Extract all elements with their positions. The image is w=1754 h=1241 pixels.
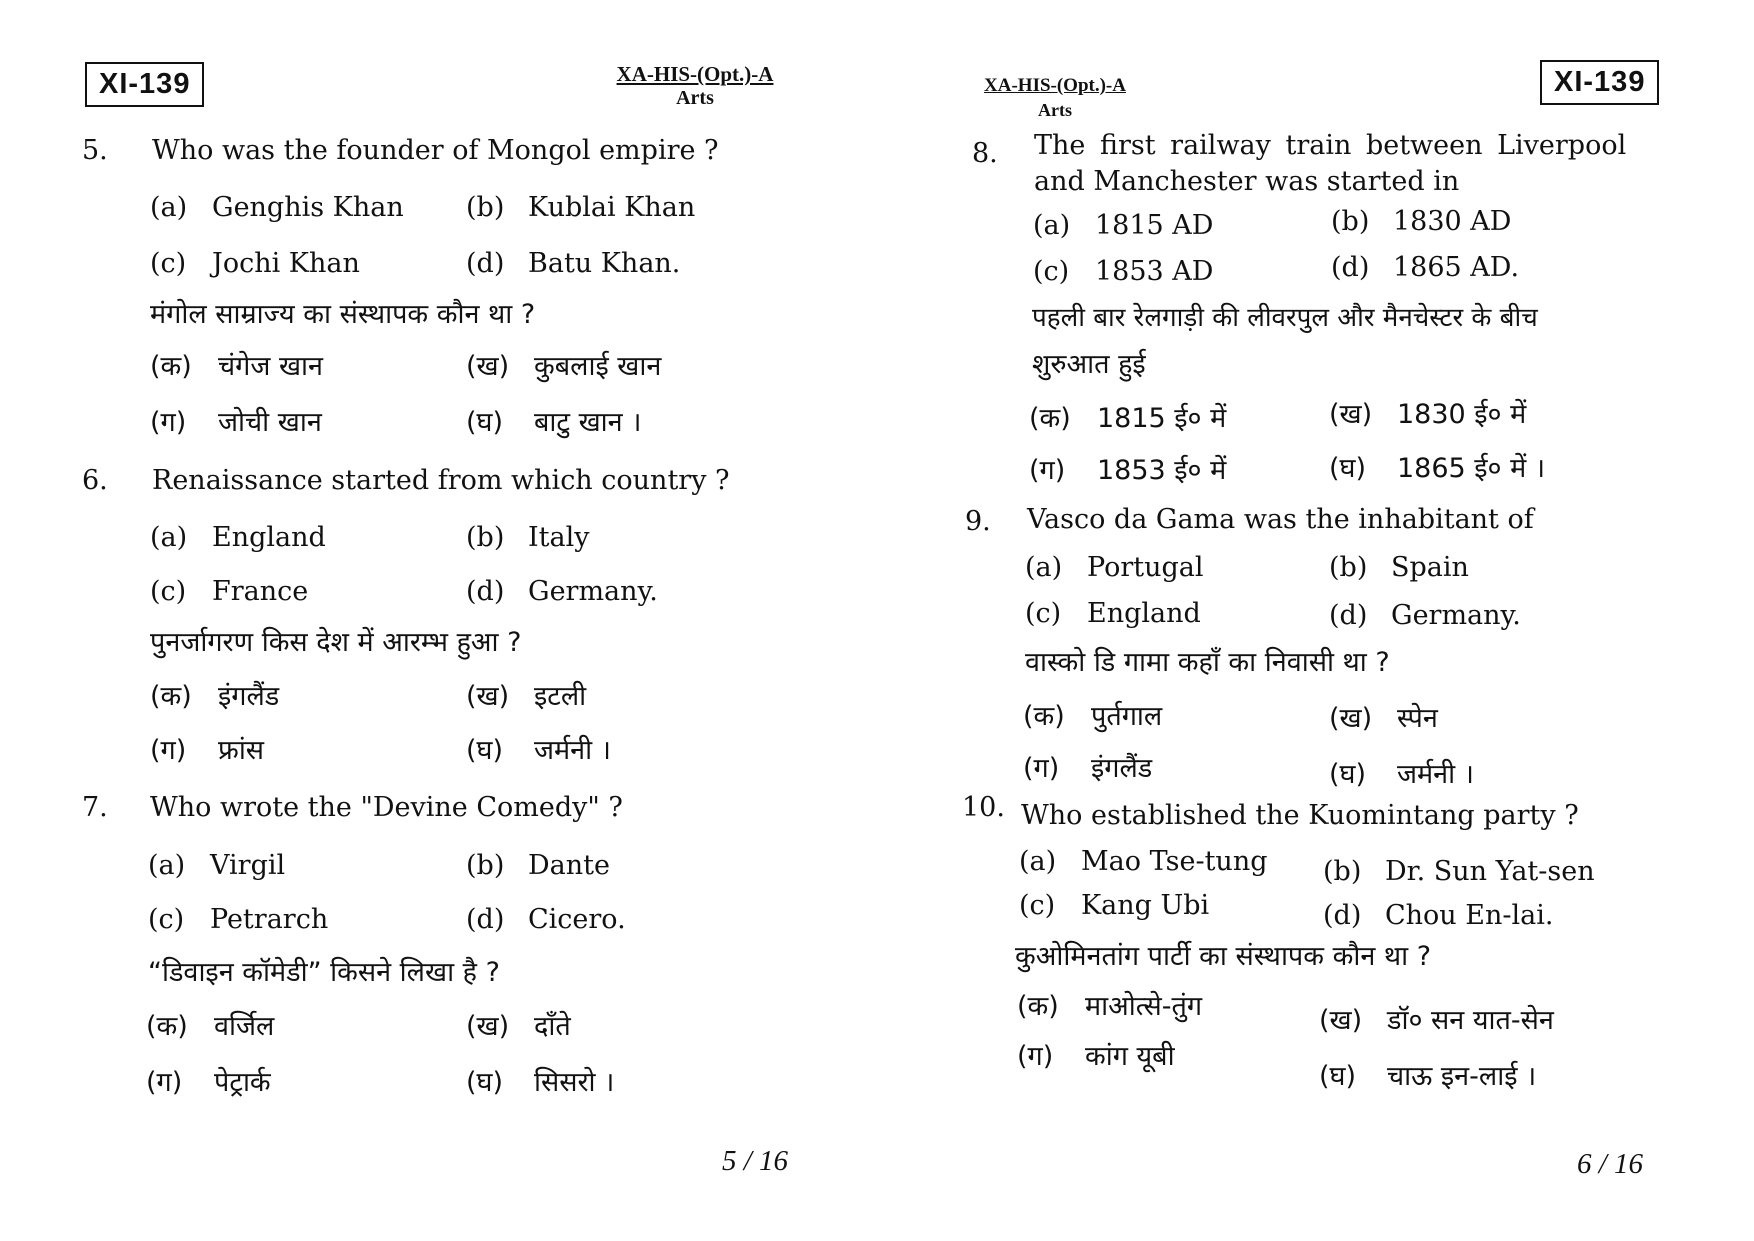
option-label: (c) — [150, 576, 187, 607]
option-d — [1331, 252, 1519, 283]
hindi-option-b — [466, 676, 586, 713]
header-subject-code: XA-HIS-(Opt.)-A — [984, 75, 1126, 96]
option-text: 1815 ई० में — [1097, 403, 1227, 434]
option-label: (d) — [466, 248, 505, 279]
option-label: (घ) — [466, 407, 504, 438]
option-d — [466, 904, 626, 935]
option-text: जोची खान — [218, 407, 322, 438]
option-label: (ख) — [1329, 399, 1373, 430]
option-text: दाँते — [534, 1011, 571, 1042]
hindi-option-c — [1029, 450, 1226, 487]
option-c — [1025, 598, 1201, 629]
option-text: Kang Ubi — [1081, 890, 1210, 921]
option-label: (c) — [150, 248, 187, 279]
option-text: पुर्तगाल — [1091, 701, 1163, 732]
option-text: Petrarch — [210, 904, 329, 935]
paper-header — [975, 74, 1135, 122]
option-label: (ग) — [150, 735, 187, 766]
option-text: Italy — [528, 522, 590, 553]
option-label: (a) — [148, 850, 186, 881]
option-label: (ख) — [466, 351, 510, 382]
option-text: 1853 ई० में — [1097, 455, 1227, 486]
paper-header — [595, 62, 795, 110]
question-text-line-1: The first railway train between Liverpool — [1034, 130, 1627, 161]
hindi-question-text: “डिवाइन कॉमेडी” किसने लिखा है ? — [148, 957, 500, 988]
option-label: (ग) — [146, 1067, 183, 1098]
option-c — [148, 904, 328, 935]
option-text: इंगलैंड — [218, 681, 280, 712]
hindi-question-text: वास्को डि गामा कहाँ का निवासी था ? — [1025, 647, 1390, 678]
hindi-option-a — [150, 346, 323, 383]
question-text: Who wrote the "Devine Comedy" ? — [150, 792, 623, 823]
option-label: (c) — [1019, 890, 1056, 921]
option-text: Kublai Khan — [528, 192, 696, 223]
option-d — [466, 248, 680, 279]
option-text: 1815 AD — [1095, 210, 1214, 241]
option-text: Spain — [1391, 552, 1469, 583]
hindi-option-b — [1329, 698, 1438, 735]
option-label: (d) — [1331, 252, 1370, 283]
option-d — [1323, 900, 1553, 931]
option-a — [1033, 210, 1213, 241]
page-number: 5 / 16 — [722, 1145, 789, 1177]
option-text: England — [212, 522, 326, 553]
option-text: 1865 ई० में । — [1397, 453, 1546, 484]
hindi-option-a — [1023, 696, 1162, 733]
option-label: (ग) — [1017, 1041, 1054, 1072]
option-label: (a) — [150, 192, 188, 223]
option-label: (d) — [1329, 600, 1368, 631]
option-text: Genghis Khan — [212, 192, 404, 223]
option-label: (ग) — [1029, 455, 1066, 486]
option-c — [1019, 890, 1209, 921]
hindi-option-c — [1023, 748, 1152, 785]
option-text: Germany. — [1391, 600, 1521, 631]
hindi-option-b — [1329, 394, 1526, 431]
question-number: 10. — [962, 792, 1005, 823]
option-label: (a) — [1025, 552, 1063, 583]
option-text: Dr. Sun Yat-sen — [1385, 856, 1595, 887]
option-text: कांग यूबी — [1085, 1041, 1175, 1072]
hindi-option-d — [1319, 1056, 1536, 1093]
option-text: 1853 AD — [1095, 256, 1214, 287]
option-d — [1329, 600, 1521, 631]
header-stream: Arts — [676, 87, 714, 109]
option-text: बाटु खान । — [534, 407, 642, 438]
option-text: इंगलैंड — [1091, 753, 1153, 784]
question-text: Who was the founder of Mongol empire ? — [152, 135, 719, 166]
option-text: माओत्से-तुंग — [1085, 991, 1203, 1022]
option-label: (क) — [150, 351, 192, 382]
option-label: (ग) — [150, 407, 187, 438]
option-text: स्पेन — [1397, 703, 1438, 734]
hindi-option-b — [466, 346, 661, 383]
option-text: चाऊ इन-लाई । — [1387, 1061, 1537, 1092]
hindi-question-text-line-1: पहली बार रेलगाड़ी की लीवरपुल और मैनचेस्टर के बीच — [1032, 303, 1538, 333]
option-label: (ख) — [466, 1011, 510, 1042]
option-a — [1025, 552, 1204, 583]
question-text: Who established the Kuomintang party ? — [1021, 800, 1579, 831]
option-label: (घ) — [1319, 1061, 1357, 1092]
option-text: Batu Khan. — [528, 248, 681, 279]
option-label: (ख) — [1319, 1005, 1363, 1036]
question-number: 9. — [965, 506, 991, 537]
option-label: (घ) — [1329, 759, 1367, 790]
hindi-option-c — [150, 730, 264, 767]
option-a — [150, 192, 404, 223]
paper-code-box: XI-139 — [85, 62, 204, 107]
hindi-option-c — [1017, 1036, 1175, 1073]
question-text: Vasco da Gama was the inhabitant of — [1027, 504, 1534, 535]
option-text: Chou En-lai. — [1385, 900, 1554, 931]
option-label: (घ) — [1329, 453, 1367, 484]
option-d — [466, 576, 658, 607]
option-label: (घ) — [466, 1067, 504, 1098]
option-b — [1323, 856, 1595, 887]
question-number: 6. — [82, 465, 108, 496]
option-c — [150, 248, 360, 279]
option-text: चंगेज खान — [218, 351, 324, 382]
option-b — [1329, 552, 1469, 583]
option-b — [466, 850, 610, 881]
right-page — [877, 0, 1754, 1241]
option-label: (b) — [1331, 206, 1370, 237]
option-label: (घ) — [466, 735, 504, 766]
option-text: पेट्रार्क — [214, 1067, 271, 1098]
hindi-question-text: पुनर्जागरण किस देश में आरम्भ हुआ ? — [150, 627, 522, 658]
hindi-option-a — [150, 676, 279, 713]
option-text: France — [212, 576, 309, 607]
option-label: (a) — [1019, 846, 1057, 877]
option-text: Virgil — [210, 850, 286, 881]
option-text: सिसरो । — [534, 1067, 615, 1098]
question-number: 8. — [972, 138, 998, 169]
option-label: (b) — [1329, 552, 1368, 583]
option-text: फ्रांस — [218, 735, 265, 766]
paper-code-box: XI-139 — [1540, 60, 1659, 105]
option-label: (b) — [466, 192, 505, 223]
hindi-question-text-line-2: शुरुआत हुई — [1032, 349, 1146, 380]
option-c — [1033, 256, 1213, 287]
option-text: डॉ० सन यात-सेन — [1387, 1005, 1554, 1036]
option-label: (c) — [1033, 256, 1070, 287]
hindi-question-text: कुओमिनतांग पार्टी का संस्थापक कौन था ? — [1015, 941, 1432, 972]
option-label: (क) — [1029, 403, 1071, 434]
hindi-option-d — [466, 1062, 614, 1099]
option-b — [466, 522, 590, 553]
option-label: (a) — [1033, 210, 1071, 241]
option-b — [466, 192, 695, 223]
hindi-option-d — [466, 730, 611, 767]
question-number: 7. — [82, 792, 108, 823]
option-a — [1019, 846, 1268, 877]
option-label: (क) — [1017, 991, 1059, 1022]
hindi-option-b — [466, 1006, 571, 1043]
option-b — [1331, 206, 1511, 237]
hindi-option-b — [1319, 1000, 1554, 1037]
option-label: (b) — [466, 850, 505, 881]
option-text: Cicero. — [528, 904, 626, 935]
option-text: कुबलाई खान — [534, 351, 662, 382]
question-text: Renaissance started from which country ? — [152, 465, 730, 496]
hindi-option-a — [1029, 398, 1226, 435]
option-text: 1830 ई० में — [1397, 399, 1527, 430]
option-label: (d) — [1323, 900, 1362, 931]
option-label: (d) — [466, 904, 505, 935]
option-text: Jochi Khan — [212, 248, 360, 279]
page-number: 6 / 16 — [1577, 1148, 1644, 1180]
option-text: जर्मनी । — [1397, 759, 1474, 790]
option-label: (ग) — [1023, 753, 1060, 784]
option-c — [150, 576, 308, 607]
option-label: (क) — [146, 1011, 188, 1042]
option-label: (b) — [466, 522, 505, 553]
option-text: Germany. — [528, 576, 658, 607]
hindi-option-c — [150, 402, 322, 439]
header-stream: Arts — [1038, 100, 1072, 120]
header-subject-code: XA-HIS-(Opt.)-A — [616, 62, 774, 86]
option-text: वर्जिल — [214, 1011, 275, 1042]
option-label: (ख) — [466, 681, 510, 712]
option-label: (c) — [1025, 598, 1062, 629]
option-label: (a) — [150, 522, 188, 553]
option-label: (b) — [1323, 856, 1362, 887]
option-text: Portugal — [1087, 552, 1204, 583]
option-text: Mao Tse-tung — [1081, 846, 1268, 877]
hindi-option-d — [1329, 754, 1474, 791]
option-a — [150, 522, 326, 553]
hindi-option-a — [146, 1006, 274, 1043]
option-label: (ख) — [1329, 703, 1373, 734]
option-text: England — [1087, 598, 1201, 629]
option-label: (क) — [150, 681, 192, 712]
hindi-option-a — [1017, 986, 1202, 1023]
option-text: Dante — [528, 850, 610, 881]
option-label: (क) — [1023, 701, 1065, 732]
option-label: (c) — [148, 904, 185, 935]
hindi-option-c — [146, 1062, 271, 1099]
option-text: 1830 AD — [1393, 206, 1512, 237]
option-text: 1865 AD. — [1393, 252, 1520, 283]
option-label: (d) — [466, 576, 505, 607]
question-text-line-2: and Manchester was started in — [1034, 166, 1460, 197]
question-number: 5. — [82, 135, 108, 166]
hindi-option-d — [466, 402, 641, 439]
hindi-question-text: मंगोल साम्राज्य का संस्थापक कौन था ? — [150, 299, 536, 330]
option-text: इटली — [534, 681, 587, 712]
option-a — [148, 850, 285, 881]
hindi-option-d — [1329, 448, 1545, 485]
option-text: जर्मनी । — [534, 735, 611, 766]
